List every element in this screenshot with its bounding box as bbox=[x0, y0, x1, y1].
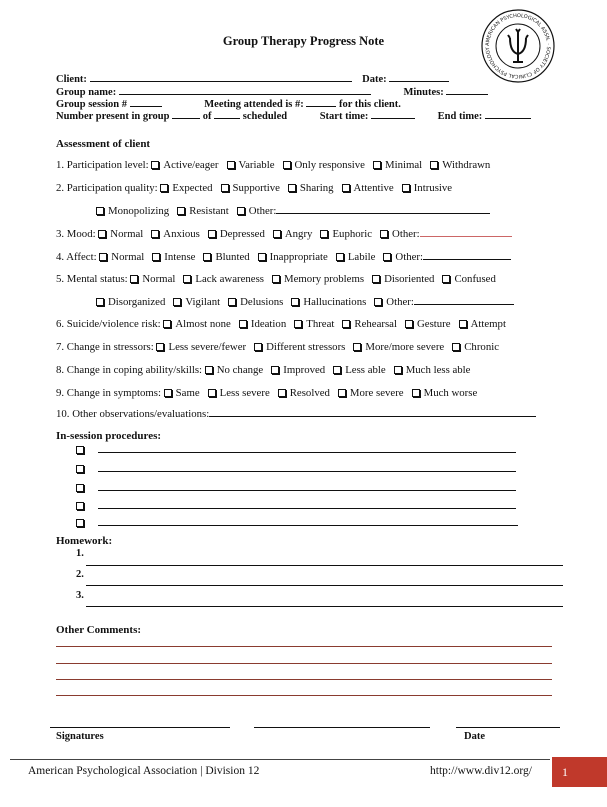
checkbox-option[interactable] bbox=[98, 228, 143, 240]
date-label: Date: bbox=[362, 74, 387, 85]
checkbox-option[interactable] bbox=[221, 182, 280, 194]
meeting-field[interactable] bbox=[306, 97, 336, 107]
checkbox[interactable] bbox=[173, 298, 181, 306]
end-time-field[interactable] bbox=[485, 109, 531, 119]
checkbox[interactable] bbox=[151, 161, 159, 169]
homework-number: 1. bbox=[76, 548, 84, 559]
option-label: Almost none bbox=[175, 318, 231, 330]
checkbox-option[interactable] bbox=[372, 273, 434, 285]
procedure-item bbox=[76, 464, 516, 475]
scheduled-label: scheduled bbox=[242, 111, 288, 122]
option-label: Intrusive bbox=[413, 182, 453, 194]
option-label: Less severe bbox=[219, 387, 270, 399]
option-label: Anxious bbox=[163, 228, 200, 240]
question-label: 2. Participation quality: bbox=[56, 182, 161, 194]
minutes-label: Minutes: bbox=[403, 87, 444, 98]
option-label: Active/eager bbox=[163, 159, 219, 171]
checkbox-option[interactable] bbox=[380, 228, 420, 240]
checkbox-option[interactable] bbox=[320, 228, 372, 240]
checkbox[interactable] bbox=[412, 389, 420, 397]
checkbox[interactable] bbox=[76, 465, 84, 473]
svg-text:AMERICAN PSYCHOLOGICAL ASSN. ·: AMERICAN PSYCHOLOGICAL ASSN. · SOCIETY OF CLINICAL PSYCHOLOGY bbox=[484, 12, 552, 80]
checkbox-option[interactable] bbox=[291, 296, 366, 308]
option-label: Less severe/fewer bbox=[168, 341, 247, 353]
option-label: Expected bbox=[172, 182, 213, 194]
checkbox-option[interactable] bbox=[373, 159, 422, 171]
comment-line[interactable] bbox=[56, 646, 552, 647]
option-label: Confused bbox=[454, 273, 496, 285]
present-label: Number present in group bbox=[56, 111, 170, 122]
option-label: Minimal bbox=[384, 159, 423, 171]
footer-rule bbox=[10, 759, 550, 760]
present-row bbox=[56, 109, 531, 122]
page-number-box bbox=[552, 757, 607, 787]
checkbox-option[interactable] bbox=[227, 159, 275, 171]
other-field[interactable] bbox=[414, 296, 514, 305]
procedure-item bbox=[76, 483, 516, 494]
option-label: Normal bbox=[111, 251, 145, 263]
date-line[interactable] bbox=[456, 727, 560, 728]
checkbox-option[interactable] bbox=[208, 387, 270, 399]
checkbox-option[interactable] bbox=[99, 251, 144, 263]
checkbox[interactable] bbox=[163, 320, 171, 328]
checkbox[interactable] bbox=[273, 230, 281, 238]
other-field[interactable] bbox=[276, 205, 490, 214]
checkbox-option[interactable] bbox=[272, 273, 364, 285]
checkbox[interactable] bbox=[160, 184, 168, 192]
checkbox-option[interactable] bbox=[342, 182, 394, 194]
question-label: 6. Suicide/violence risk: bbox=[56, 318, 164, 330]
checkbox[interactable] bbox=[152, 253, 160, 261]
q10-label: 10. Other observations/evaluations: bbox=[56, 408, 210, 420]
option-label: Normal bbox=[142, 273, 176, 285]
procedure-item bbox=[76, 445, 516, 456]
checkbox-option[interactable] bbox=[452, 341, 499, 353]
homework-heading: Homework: bbox=[56, 535, 113, 547]
checkbox-option[interactable] bbox=[333, 364, 385, 376]
checkbox[interactable] bbox=[205, 366, 213, 374]
start-time-field[interactable] bbox=[371, 109, 415, 119]
option-label: Gesture bbox=[416, 318, 451, 330]
checkbox-option[interactable] bbox=[208, 228, 265, 240]
option-label: Same bbox=[175, 387, 200, 399]
q2-row-continued bbox=[96, 205, 490, 217]
checkbox[interactable] bbox=[338, 389, 346, 397]
q6-row bbox=[56, 318, 514, 330]
option-label: Other: bbox=[386, 296, 414, 308]
checkbox[interactable] bbox=[278, 389, 286, 397]
option-label: Hallucinations bbox=[303, 296, 367, 308]
checkbox[interactable] bbox=[228, 298, 236, 306]
checkbox-option[interactable] bbox=[228, 296, 283, 308]
procedure-field[interactable] bbox=[98, 501, 516, 509]
checkbox-option[interactable] bbox=[283, 159, 365, 171]
footer-url[interactable]: http://www.div12.org/ bbox=[430, 765, 532, 777]
checkbox-option[interactable] bbox=[294, 318, 334, 330]
q5-row bbox=[56, 273, 504, 285]
checkbox-option[interactable] bbox=[156, 341, 246, 353]
checkbox[interactable] bbox=[333, 366, 341, 374]
checkbox[interactable] bbox=[452, 343, 460, 351]
signature-date-label: Date bbox=[464, 731, 485, 742]
checkbox-option[interactable] bbox=[239, 318, 286, 330]
date-field[interactable] bbox=[389, 72, 449, 82]
end-time-label: End time: bbox=[437, 111, 483, 122]
checkbox[interactable] bbox=[76, 519, 84, 527]
procedure-field[interactable] bbox=[98, 464, 516, 472]
homework-number: 3. bbox=[76, 590, 84, 601]
checkbox-option[interactable] bbox=[394, 364, 471, 376]
signature-line[interactable] bbox=[50, 727, 230, 728]
option-label: Lack awareness bbox=[195, 273, 264, 285]
checkbox[interactable] bbox=[76, 502, 84, 510]
checkbox[interactable] bbox=[394, 366, 402, 374]
checkbox-option[interactable] bbox=[177, 205, 229, 217]
checkbox[interactable] bbox=[442, 275, 450, 283]
checkbox[interactable] bbox=[430, 161, 438, 169]
checkbox[interactable] bbox=[380, 230, 388, 238]
checkbox[interactable] bbox=[294, 320, 302, 328]
q4-row bbox=[56, 251, 511, 263]
session-field[interactable] bbox=[130, 97, 162, 107]
q9-row bbox=[56, 387, 485, 399]
client-label: Client: bbox=[56, 74, 87, 85]
signatures-label: Signatures bbox=[56, 731, 104, 742]
client-row bbox=[56, 72, 449, 85]
checkbox[interactable] bbox=[342, 184, 350, 192]
checkbox[interactable] bbox=[402, 184, 410, 192]
checkbox[interactable] bbox=[208, 389, 216, 397]
checkbox-option[interactable] bbox=[163, 318, 230, 330]
q1-row bbox=[56, 159, 498, 171]
checkbox[interactable] bbox=[272, 275, 280, 283]
checkbox-option[interactable] bbox=[130, 273, 175, 285]
checkbox-option[interactable] bbox=[237, 205, 277, 217]
checkbox-option[interactable] bbox=[459, 318, 506, 330]
checkbox-option[interactable] bbox=[430, 159, 490, 171]
session-label: Group session # bbox=[56, 99, 127, 110]
comment-line[interactable] bbox=[56, 695, 552, 696]
option-label: Much worse bbox=[423, 387, 478, 399]
checkbox-option[interactable] bbox=[288, 182, 334, 194]
checkbox-option[interactable] bbox=[402, 182, 452, 194]
checkbox[interactable] bbox=[254, 343, 262, 351]
checkbox[interactable] bbox=[227, 161, 235, 169]
checkbox-option[interactable] bbox=[271, 364, 325, 376]
checkbox-option[interactable] bbox=[203, 251, 249, 263]
checkbox-option[interactable] bbox=[164, 387, 200, 399]
procedure-item bbox=[76, 501, 516, 512]
checkbox[interactable] bbox=[342, 320, 350, 328]
checkbox[interactable] bbox=[203, 253, 211, 261]
checkbox-option[interactable] bbox=[442, 273, 495, 285]
checkbox-option[interactable] bbox=[338, 387, 404, 399]
option-label: Improved bbox=[283, 364, 326, 376]
option-label: More/more severe bbox=[365, 341, 445, 353]
procedure-field[interactable] bbox=[98, 518, 518, 526]
checkbox[interactable] bbox=[372, 275, 380, 283]
homework-number: 2. bbox=[76, 569, 84, 580]
start-time-label: Start time: bbox=[319, 111, 369, 122]
checkbox[interactable] bbox=[353, 343, 361, 351]
checkbox-option[interactable] bbox=[374, 296, 414, 308]
minutes-field[interactable] bbox=[446, 85, 488, 95]
checkbox[interactable] bbox=[156, 343, 164, 351]
checkbox[interactable] bbox=[151, 230, 159, 238]
q10-field[interactable] bbox=[209, 408, 536, 417]
checkbox[interactable] bbox=[258, 253, 266, 261]
homework-line[interactable] bbox=[86, 606, 563, 607]
checkbox-option[interactable] bbox=[258, 251, 328, 263]
option-label: No change bbox=[216, 364, 264, 376]
checkbox-option[interactable] bbox=[96, 296, 165, 308]
option-label: More severe bbox=[349, 387, 404, 399]
other-field[interactable] bbox=[423, 251, 511, 260]
checkbox[interactable] bbox=[98, 230, 106, 238]
checkbox[interactable] bbox=[164, 389, 172, 397]
option-label: Withdrawn bbox=[442, 159, 491, 171]
homework-line[interactable] bbox=[86, 565, 563, 566]
question-label: 5. Mental status: bbox=[56, 273, 131, 285]
group-name-label: Group name: bbox=[56, 87, 117, 98]
checkbox-option[interactable] bbox=[353, 341, 444, 353]
option-label: Normal bbox=[110, 228, 144, 240]
checkbox-option[interactable] bbox=[405, 318, 451, 330]
comments-heading: Other Comments: bbox=[56, 624, 142, 636]
checkbox-option[interactable] bbox=[412, 387, 478, 399]
checkbox[interactable] bbox=[208, 230, 216, 238]
checkbox-option[interactable] bbox=[383, 251, 423, 263]
option-label: Attentive bbox=[353, 182, 394, 194]
option-label: Ideation bbox=[250, 318, 287, 330]
option-label: Much less able bbox=[405, 364, 471, 376]
comment-line[interactable] bbox=[56, 679, 552, 680]
group-name-field[interactable] bbox=[119, 85, 371, 95]
option-label: Threat bbox=[306, 318, 335, 330]
option-label: Other: bbox=[392, 228, 420, 240]
option-label: Different stressors bbox=[266, 341, 346, 353]
option-label: Chronic bbox=[464, 341, 500, 353]
checkbox-option[interactable] bbox=[205, 364, 263, 376]
option-label: Rehearsal bbox=[354, 318, 397, 330]
procedure-item bbox=[76, 518, 518, 529]
option-label: Monopolizing bbox=[108, 205, 170, 217]
comment-line[interactable] bbox=[56, 663, 552, 664]
checkbox[interactable] bbox=[130, 275, 138, 283]
meeting-label: Meeting attended is #: bbox=[204, 99, 304, 110]
checkbox[interactable] bbox=[373, 161, 381, 169]
this-client-label: for this client. bbox=[338, 99, 401, 110]
checkbox-option[interactable] bbox=[342, 318, 397, 330]
q10-row bbox=[56, 408, 536, 420]
question-label: 4. Affect: bbox=[56, 251, 100, 263]
option-label: Intense bbox=[164, 251, 196, 263]
q5-row-continued bbox=[96, 296, 514, 308]
option-label: Disoriented bbox=[384, 273, 435, 285]
option-label: Blunted bbox=[215, 251, 250, 263]
checkbox[interactable] bbox=[76, 446, 84, 454]
checkbox[interactable] bbox=[374, 298, 382, 306]
option-label: Variable bbox=[238, 159, 275, 171]
checkbox[interactable] bbox=[239, 320, 247, 328]
checkbox-option[interactable] bbox=[273, 228, 313, 240]
other-field[interactable] bbox=[420, 228, 512, 237]
procedures-heading: In-session procedures: bbox=[56, 430, 162, 442]
q8-row bbox=[56, 364, 478, 376]
question-label: 7. Change in stressors: bbox=[56, 341, 157, 353]
option-label: Euphoric bbox=[332, 228, 373, 240]
option-label: Only responsive bbox=[294, 159, 365, 171]
option-label: Less able bbox=[345, 364, 386, 376]
checkbox[interactable] bbox=[96, 207, 104, 215]
question-label: 1. Participation level: bbox=[56, 159, 152, 171]
checkbox-option[interactable] bbox=[173, 296, 220, 308]
q2-row bbox=[56, 182, 460, 194]
option-label: Attempt bbox=[470, 318, 506, 330]
q3-row bbox=[56, 228, 512, 240]
apa-division-logo bbox=[480, 8, 556, 84]
option-label: Sharing bbox=[299, 182, 334, 194]
checkbox-option[interactable] bbox=[254, 341, 345, 353]
checkbox[interactable] bbox=[183, 275, 191, 283]
signature-line[interactable] bbox=[254, 727, 430, 728]
option-label: Angry bbox=[284, 228, 313, 240]
question-label: 8. Change in coping ability/skills: bbox=[56, 364, 205, 376]
checkbox[interactable] bbox=[177, 207, 185, 215]
checkbox[interactable] bbox=[291, 298, 299, 306]
option-label: Delusions bbox=[240, 296, 284, 308]
checkbox-option[interactable] bbox=[278, 387, 330, 399]
checkbox[interactable] bbox=[459, 320, 467, 328]
page-number: 1 bbox=[562, 765, 568, 779]
checkbox-option[interactable] bbox=[151, 228, 200, 240]
procedure-field[interactable] bbox=[98, 445, 516, 453]
checkbox-option[interactable] bbox=[151, 159, 218, 171]
checkbox[interactable] bbox=[99, 253, 107, 261]
checkbox[interactable] bbox=[283, 161, 291, 169]
checkbox-option[interactable] bbox=[183, 273, 264, 285]
option-label: Supportive bbox=[232, 182, 280, 194]
q7-row bbox=[56, 341, 507, 353]
option-label: Inappropriate bbox=[269, 251, 328, 263]
option-label: Memory problems bbox=[284, 273, 365, 285]
checkbox[interactable] bbox=[405, 320, 413, 328]
option-label: Resolved bbox=[289, 387, 330, 399]
checkbox[interactable] bbox=[221, 184, 229, 192]
of-label: of bbox=[202, 111, 212, 122]
present-field[interactable] bbox=[172, 109, 200, 119]
assessment-heading: Assessment of client bbox=[56, 138, 151, 150]
checkbox-option[interactable] bbox=[152, 251, 195, 263]
checkbox[interactable] bbox=[320, 230, 328, 238]
footer-organization: American Psychological Association | Division 12 bbox=[28, 765, 260, 777]
scheduled-field[interactable] bbox=[214, 109, 240, 119]
checkbox[interactable] bbox=[271, 366, 279, 374]
question-label: 9. Change in symptoms: bbox=[56, 387, 164, 399]
option-label: Other: bbox=[395, 251, 423, 263]
checkbox[interactable] bbox=[336, 253, 344, 261]
checkbox-option[interactable] bbox=[96, 205, 169, 217]
procedure-field[interactable] bbox=[98, 483, 516, 491]
homework-line[interactable] bbox=[86, 585, 563, 586]
option-label: Other: bbox=[248, 205, 277, 217]
option-label: Resistant bbox=[189, 205, 229, 217]
checkbox[interactable] bbox=[96, 298, 104, 306]
checkbox[interactable] bbox=[288, 184, 296, 192]
checkbox[interactable] bbox=[76, 484, 84, 492]
question-label: 3. Mood: bbox=[56, 228, 99, 240]
option-label: Depressed bbox=[219, 228, 265, 240]
checkbox-option[interactable] bbox=[160, 182, 212, 194]
client-field[interactable] bbox=[90, 72, 352, 82]
checkbox[interactable] bbox=[383, 253, 391, 261]
option-label: Vigilant bbox=[185, 296, 221, 308]
option-label: Labile bbox=[347, 251, 376, 263]
checkbox[interactable] bbox=[237, 207, 245, 215]
option-label: Disorganized bbox=[108, 296, 166, 308]
page-title: Group Therapy Progress Note bbox=[222, 34, 385, 48]
checkbox-option[interactable] bbox=[336, 251, 376, 263]
